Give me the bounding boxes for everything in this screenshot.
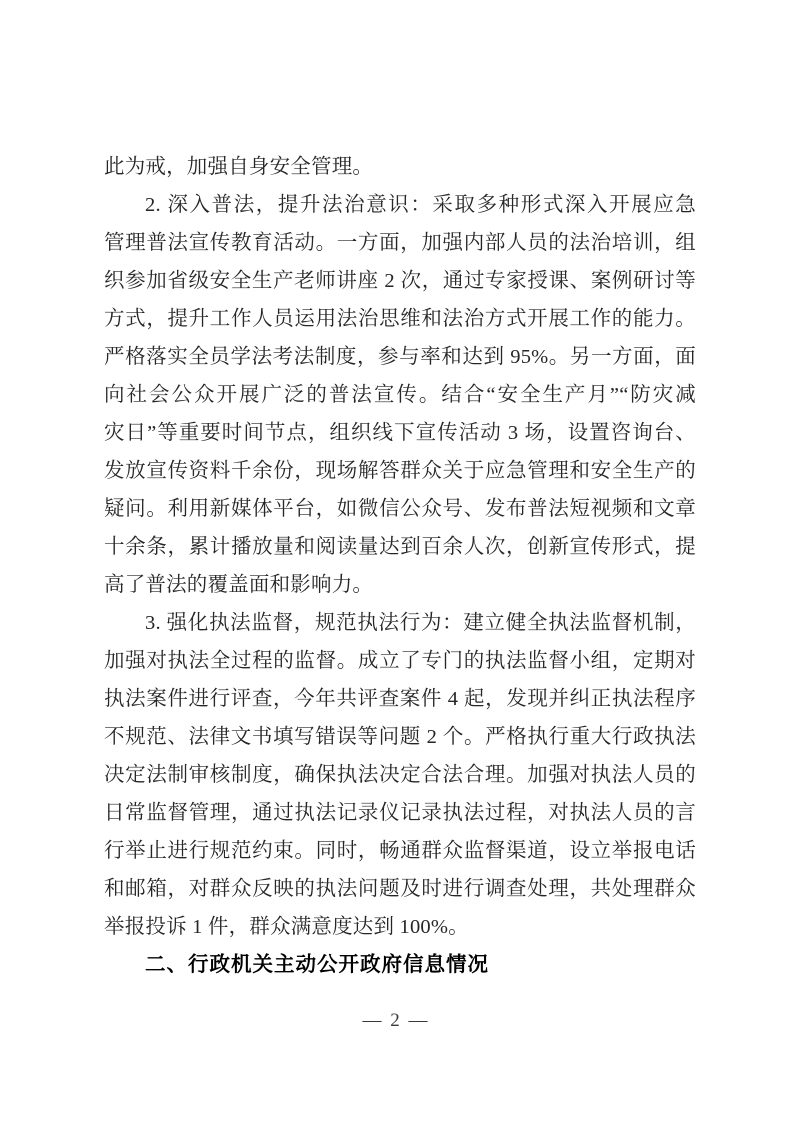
body-text-line: 决定法制审核制度，确保执法决定合法合理。加强对执法人员的 — [104, 764, 696, 786]
body-text-line: 日常监督管理，通过执法记录仪记录执法过程，对执法人员的言 — [104, 802, 696, 824]
body-text-line: 发放宣传资料千余份，现场解答群众关于应急管理和安全生产的 — [104, 460, 696, 482]
body-text-line: 疑问。利用新媒体平台，如微信公众号、发布普法短视频和文章 — [104, 498, 696, 520]
body-text-line: 行举止进行规范约束。同时，畅通群众监督渠道，设立举报电话 — [104, 840, 696, 862]
body-text-line: 执法案件进行评查，今年共评查案件 4 起，发现并纠正执法程序 — [104, 688, 696, 710]
body-text-line: 此为戒，加强自身安全管理。 — [104, 156, 374, 178]
body-text-line: 2. 深入普法，提升法治意识：采取多种形式深入开展应急 — [145, 194, 696, 216]
body-text-line: 和邮箱，对群众反映的执法问题及时进行调查处理，共处理群众 — [104, 878, 696, 900]
section-heading: 二、行政机关主动公开政府信息情况 — [145, 953, 489, 976]
body-text-line: 不规范、法律文书填写错误等问题 2 个。严格执行重大行政执法 — [104, 726, 696, 748]
body-text-line: 严格落实全员学法考法制度，参与率和达到 95%。另一方面，面 — [104, 346, 696, 368]
document-body — [104, 148, 696, 984]
body-text-line: 方式，提升工作人员运用法治思维和法治方式开展工作的能力。 — [104, 308, 696, 330]
body-text-line: 向社会公众开展广泛的普法宣传。结合“安全生产月”“防灾减 — [104, 384, 696, 406]
body-text-line: 举报投诉 1 件，群众满意度达到 100%。 — [104, 916, 469, 938]
body-text-line: 管理普法宣传教育活动。一方面，加强内部人员的法治培训，组 — [104, 232, 696, 254]
body-text-line: 织参加省级安全生产老师讲座 2 次，通过专家授课、案例研讨等 — [104, 270, 696, 292]
page-number: — 2 — — [362, 1010, 430, 1031]
body-text-line: 十余条，累计播放量和阅读量达到百余人次，创新宣传形式，提 — [104, 536, 696, 558]
body-text-line: 3. 强化执法监督，规范执法行为：建立健全执法监督机制， — [145, 612, 696, 634]
body-text-line: 灾日”等重要时间节点，组织线下宣传活动 3 场，设置咨询台、 — [104, 422, 696, 444]
body-text-line: 加强对执法全过程的监督。成立了专门的执法监督小组，定期对 — [104, 650, 696, 672]
body-text-line: 高了普法的覆盖面和影响力。 — [104, 574, 374, 596]
